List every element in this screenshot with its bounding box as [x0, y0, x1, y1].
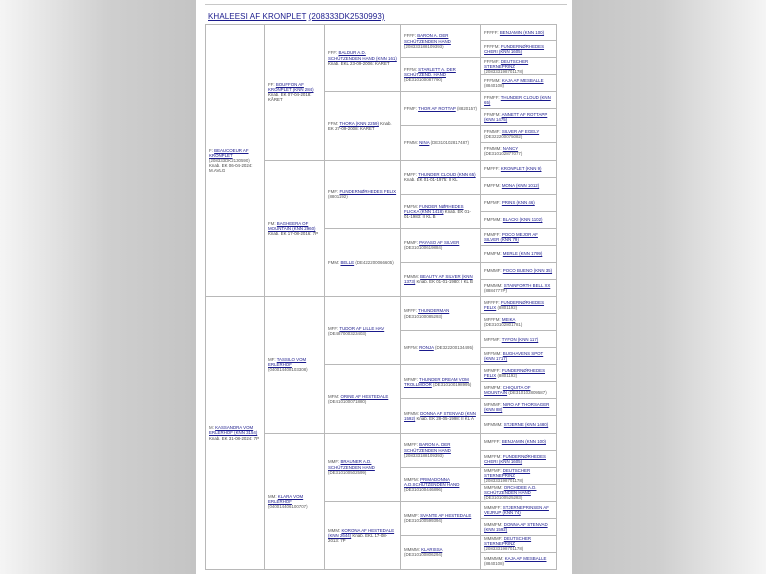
pedigree-cell-mm	[265, 434, 325, 571]
pedigree-cell-m	[205, 297, 265, 570]
ancestor-name-link[interactable]: SVANTE AF HESTEDALE	[420, 513, 472, 519]
pedigree-code: MM:	[268, 493, 277, 499]
pedigree-cell-mfmm	[401, 399, 481, 433]
pedigree-code: F:	[209, 147, 213, 153]
pedigree-code: MMFFF:	[484, 438, 501, 444]
pedigree-code: MMMFM:	[484, 521, 503, 527]
pedigree-code: FM:	[268, 220, 276, 226]
pedigree-cell-content	[484, 300, 553, 310]
pedigree-cell-mfmmm	[481, 416, 557, 433]
registration-number: (DE310100502599)	[328, 469, 367, 475]
pedigree-cell-mff	[325, 297, 401, 365]
pedigree-code: MFMFF:	[484, 368, 501, 374]
pedigree-cell-mmfm	[401, 468, 481, 502]
pedigree-cell-content	[484, 522, 553, 532]
pedigree-code: FMMMF:	[484, 268, 502, 274]
pedigree-cell-fmff	[401, 161, 481, 195]
ancestor-name-link[interactable]: BARON A. DER SCHÜTZENDEN HAND	[404, 442, 451, 453]
pedigree-cell-content	[328, 260, 394, 265]
pedigree-cell-mffff	[481, 297, 557, 314]
pedigree-cell-content	[268, 357, 321, 372]
ancestor-name-link[interactable]: KAJA AF MESBALLE	[501, 78, 544, 84]
pedigree-cell-fffm	[401, 58, 481, 92]
pedigree-cell-content	[209, 425, 261, 440]
pedigree-cell-content	[484, 439, 546, 444]
pedigree-code: FFMMM:	[484, 146, 502, 152]
ancestor-name-link[interactable]: BENJAMIN (KNN 100)	[501, 438, 546, 444]
ancestor-name-link[interactable]: TUDOR AF LILLE HAV	[339, 325, 385, 331]
pedigree-code: MMF:	[328, 459, 340, 465]
pedigree-cell-mmmm	[401, 536, 481, 570]
pedigree-code: FFMMF:	[484, 129, 501, 135]
pedigree-cell-content	[404, 477, 477, 492]
pedigree-code: FMF:	[328, 189, 339, 195]
ancestor-name-link[interactable]: DONNA AF STENVAD (KNN 1592)	[404, 410, 476, 421]
pedigree-code: FFFMM:	[484, 78, 501, 84]
pedigree-cell-ffmf	[401, 92, 481, 126]
pedigree-code: FFFF:	[404, 33, 416, 39]
registration-number: (DE410100071880)	[328, 398, 367, 404]
pedigree-cell-mfmf	[401, 365, 481, 399]
registration-number: (DE310100085293)	[404, 313, 443, 319]
ancestor-name-link[interactable]: CHIQUITA OF MOUNTAIN	[484, 385, 531, 396]
pedigree-cell-mmm	[325, 502, 401, 570]
pedigree-code: MFMMF:	[484, 402, 502, 408]
ancestor-name-link[interactable]: BAGHEERA OF MOUNTAIN (KNN 2960)	[268, 220, 316, 231]
ancestor-name-link[interactable]: BARON A. DER SCHÜTZENDEN HAND	[404, 33, 451, 44]
pedigree-cell-content	[328, 394, 397, 404]
pedigree-code: MFFM:	[404, 345, 418, 351]
ancestor-name-link[interactable]: STJERNEPRINSEN AF VEJRUP (KNN 74)	[484, 504, 549, 515]
pedigree-cell-mmmf	[401, 502, 481, 536]
ancestor-name-link[interactable]: DEUTSCHER STERNEPRINZ	[484, 468, 531, 479]
ancestor-name-link[interactable]: KLARA VOM ERLERHOF	[268, 493, 304, 504]
ancestor-name-link[interactable]: MONA (KNN 1012)	[501, 183, 540, 189]
pedigree-cell-content	[268, 82, 321, 102]
pedigree-cell-fmmfm	[481, 246, 557, 263]
ancestor-name-link[interactable]: BRAUNER A.D. SCHÜTZENDEN HAND	[328, 459, 375, 470]
pedigree-cell-content	[268, 494, 321, 509]
pedigree-code: FMFFF:	[484, 165, 500, 171]
pedigree-cell-content	[484, 146, 553, 156]
ancestor-name-link[interactable]: DONNA AF STENVAD (KNN 1592)	[484, 521, 548, 532]
ancestor-name-link[interactable]: POCO BUENO (KNN 35)	[502, 268, 553, 274]
pedigree-cell-mmf	[325, 434, 401, 502]
pedigree-cell-mmfmm	[481, 485, 557, 502]
ancestor-name-link[interactable]: FUNDERNØRHEDES CHERI (KNN 1605)	[484, 44, 545, 55]
breeding-info: Knab. EK 01-01-1980: I KL B	[416, 279, 473, 285]
pedigree-cell-mffm	[401, 331, 481, 365]
pedigree-cell-fff	[325, 24, 401, 92]
ancestor-name-link[interactable]: NINA	[419, 140, 430, 146]
pedigree-code: MFMFM:	[484, 385, 502, 391]
pedigree-cell-content	[484, 78, 553, 88]
left-backdrop	[0, 0, 196, 574]
pedigree-cell-mffmm	[481, 348, 557, 365]
registration-number: (040014408103308)	[268, 367, 308, 373]
pedigree-cell-ffffm	[481, 41, 557, 58]
pedigree-cell-content	[484, 268, 552, 273]
pedigree-table	[205, 24, 557, 570]
pedigree-cell-content	[404, 377, 477, 387]
registration-number: (208333188109393)	[404, 452, 444, 458]
pedigree-cell-content	[484, 217, 543, 222]
pedigree-code: MFMMM:	[484, 421, 503, 427]
breeding-info: Knab. EK 07-04-2018: KÅRET	[268, 92, 312, 103]
ancestor-name-link[interactable]: THUNDER CLOUD (KNN 65)	[418, 171, 476, 177]
registration-number: (8801192)	[497, 373, 518, 379]
pedigree-cell-fffff	[481, 24, 557, 41]
pedigree-cell-fmmf	[401, 229, 481, 263]
pedigree-cell-mf	[265, 297, 325, 434]
ancestor-name-link[interactable]: BEAUTY AF SILVER (KNN 1373)	[404, 274, 473, 285]
pedigree-cell-content	[404, 345, 473, 350]
pedigree-cell-content	[404, 274, 477, 284]
pedigree-title	[208, 12, 385, 21]
ancestor-name-link[interactable]: KASSANDRA VOM ERLERHOF (KNN 3154)	[209, 425, 258, 436]
pedigree-cell-mfm	[325, 365, 401, 433]
horse-registration: (208333DK2530993)	[308, 12, 385, 21]
right-backdrop	[572, 0, 766, 574]
pedigree-cell-fmfff	[481, 161, 557, 178]
pedigree-cell-content	[404, 67, 477, 82]
pedigree-code: MFFMM:	[484, 351, 502, 357]
pedigree-cell-mmff	[401, 434, 481, 468]
pedigree-cell-fm	[265, 161, 325, 298]
pedigree-code: FFM:	[328, 120, 339, 126]
pedigree-cell-content	[484, 368, 553, 378]
ancestor-name-link[interactable]: BOUFFON AF KRONPLET (KNN 284)	[268, 82, 314, 93]
ancestor-name-link[interactable]: MEIKA	[501, 317, 516, 322]
ancestor-name-link[interactable]: FUNDER NØRHEDES FLICKA (KNN 1418)	[404, 203, 464, 214]
ancestor-name-link[interactable]: MERLE (KNN 1799)	[502, 251, 543, 257]
ancestor-name-link[interactable]: BENJAMIN (KNN 100)	[499, 29, 545, 35]
ancestor-name-link[interactable]: SILVER AF EGELY	[501, 129, 540, 135]
registration-number: (8840108)	[484, 83, 505, 89]
pedigree-cell-fmm	[325, 229, 401, 297]
ancestor-name-link[interactable]: FUNDERNØRHEDES FELIX	[484, 368, 546, 379]
pedigree-cell-ffff	[401, 24, 481, 58]
ancestor-name-link[interactable]: BLACKI (KNN 1102)	[502, 217, 543, 223]
pedigree-cell-content	[484, 337, 538, 342]
ancestor-name-link[interactable]: DEUTSCHER STERNEPRINZ	[484, 536, 532, 547]
pedigree-cell-mfmff	[481, 365, 557, 382]
registration-number: (DE322200075082)	[484, 134, 523, 140]
pedigree-cell-fmfmf	[481, 195, 557, 212]
pedigree-code: FFF:	[328, 50, 338, 56]
breeding-info: Knab. EKL 17-08-2013: 7P	[328, 532, 388, 543]
pedigree-cell-content	[328, 459, 397, 474]
pedigree-code: FMFMM:	[484, 217, 502, 223]
ancestor-name-link[interactable]: ORINE AF HESTEDALE	[340, 393, 389, 399]
pedigree-code: MFF:	[328, 325, 339, 331]
pedigree-code: MFFMF:	[484, 336, 501, 342]
registration-number: (DE310102801781)	[484, 322, 523, 328]
pedigree-cell-fmffm	[481, 178, 557, 195]
ancestor-name-link[interactable]: STARLETT A. DER SCHÜTZEND. HAND	[404, 67, 456, 78]
pedigree-cell-fmmmf	[481, 263, 557, 280]
pedigree-cell-mmmff	[481, 502, 557, 519]
horse-name: KHALEESI AF KRONPLET	[208, 12, 307, 21]
pedigree-cell-content	[484, 485, 553, 500]
pedigree-code: MMM:	[328, 527, 341, 533]
top-divider	[205, 4, 567, 5]
pedigree-cell-content	[328, 121, 397, 131]
breeding-info: Knab. EKL 23-09-2006: KÅRET	[328, 60, 390, 66]
pedigree-cell-content	[404, 33, 477, 48]
pedigree-cell-content	[484, 351, 553, 361]
ancestor-name-link[interactable]: PRINS (KNN 46)	[501, 200, 535, 206]
pedigree-cell-content	[484, 59, 553, 74]
pedigree-cell-mffmf	[481, 331, 557, 348]
registration-number: (208333DK2130590)	[209, 157, 250, 163]
pedigree-code: MFMF:	[404, 376, 418, 382]
pedigree-cell-ffmmf	[481, 126, 557, 143]
pedigree-cell-fmfmm	[481, 212, 557, 229]
pedigree-code: FMM:	[328, 259, 340, 265]
ancestor-name-link[interactable]: POCO MEJOR AF SILVER (KNN 79)	[484, 231, 538, 242]
pedigree-code: FMFF:	[404, 171, 417, 177]
registration-number: (208333198701178)	[484, 478, 524, 484]
pedigree-code: FMMM:	[404, 274, 419, 280]
pedigree-code: FFMF:	[404, 106, 417, 112]
ancestor-name-link[interactable]: THORA (KNN 2259)	[339, 120, 379, 126]
registration-number: (DE310100198995)	[433, 381, 472, 387]
ancestor-name-link[interactable]: STJERNE (KNN 1480)	[503, 421, 549, 427]
pedigree-cell-content	[484, 556, 553, 566]
registration-number: (8884777P)	[484, 287, 507, 293]
pedigree-cell-content	[484, 95, 553, 105]
pedigree-cell-content	[484, 166, 542, 171]
registration-number: (DE487000323403)	[328, 330, 367, 336]
pedigree-cell-content	[484, 183, 539, 188]
breeding-info: Knab. EK 27-09-2008: KÅRET	[328, 120, 392, 131]
registration-number: (8820157)	[456, 106, 477, 112]
ancestor-name-link[interactable]: BALDUR A.D. SCHÜTZENDEN HAND (KNN 161)	[328, 50, 397, 61]
pedigree-cell-content	[484, 200, 535, 205]
ancestor-name-link[interactable]: THOR AF ROTTAP	[418, 106, 456, 112]
ancestor-name-link[interactable]: PAYASO AF SILVER	[419, 240, 460, 246]
pedigree-cell-fffmm	[481, 75, 557, 92]
pedigree-cell-content	[404, 106, 477, 111]
pedigree-cell-content	[484, 317, 553, 327]
pedigree-cell-content	[484, 283, 553, 293]
pedigree-cell-content	[484, 30, 544, 35]
ancestor-name-link[interactable]: TYFON (KNN 117)	[501, 336, 539, 342]
pedigree-code: MFMM:	[404, 410, 419, 416]
pedigree-cell-ffmmm	[481, 143, 557, 160]
pedigree-cell-content	[484, 468, 553, 483]
registration-number: (8840108)	[484, 560, 505, 566]
breeding-info: Knab. EK 28-05-1998: II KL A	[416, 415, 474, 421]
pedigree-cell-content	[328, 189, 397, 199]
pedigree-code: FFMM:	[404, 140, 418, 146]
pedigree-cell-mmmmm	[481, 553, 557, 570]
pedigree-cell-fffmf	[481, 58, 557, 75]
pedigree-code: MFFFM:	[484, 317, 501, 322]
registration-number: (040014406100707)	[268, 503, 308, 509]
pedigree-code: FF:	[268, 82, 275, 88]
ancestor-name-link[interactable]: STAINFORTH BELL XX	[503, 282, 551, 288]
pedigree-cell-content	[484, 232, 553, 242]
pedigree-cell-f	[205, 24, 265, 297]
registration-number: (DE310102809587)	[508, 390, 547, 396]
pedigree-code: M:	[209, 425, 214, 431]
pedigree-code: MMFF:	[404, 442, 418, 448]
pedigree-code: FFFFM:	[484, 44, 500, 49]
pedigree-cell-content	[404, 204, 477, 219]
pedigree-cell-content	[328, 50, 397, 65]
pedigree-cell-fmmm	[401, 263, 481, 297]
ancestor-name-link[interactable]: KRONPLET (KNN 9)	[500, 165, 542, 171]
pedigree-code: MMMMM:	[484, 555, 504, 561]
pedigree-code: MMFM:	[404, 476, 419, 482]
pedigree-cell-mmfff	[481, 434, 557, 451]
registration-number: (DE310100806294)	[404, 552, 443, 558]
registration-number: (DE310100619884)	[404, 245, 443, 251]
ancestor-name-link[interactable]: KORONA AF HESTEDALE (KNN 2644)	[328, 527, 395, 538]
pedigree-cell-ffm	[325, 92, 401, 160]
pedigree-cell-mfmmf	[481, 399, 557, 416]
registration-number: (DE322200134495)	[435, 345, 474, 351]
pedigree-code: MMFMM:	[484, 485, 503, 491]
pedigree-cell-content	[484, 251, 542, 256]
ancestor-name-link[interactable]: DEUTSCHER STERNEPRINZ	[484, 58, 529, 69]
ancestor-name-link[interactable]: FUNDERNØRHEDES FELIX	[484, 299, 545, 311]
pedigree-cell-ff	[265, 24, 325, 161]
pedigree-code: MFFFF:	[484, 299, 500, 305]
ancestor-name-link[interactable]: FUNDERNØRHEDES FELIX	[339, 189, 397, 195]
pedigree-code: FFFFF:	[484, 29, 499, 35]
pedigree-cell-content	[484, 505, 553, 515]
registration-number: (DE422200066605)	[355, 259, 394, 265]
pedigree-cell-content	[268, 221, 321, 236]
pedigree-code: FFFMF:	[484, 58, 500, 64]
pedigree-code: MMFMF:	[484, 468, 502, 474]
pedigree-cell-ffmm	[401, 126, 481, 160]
registration-number: (DE310100525283)	[484, 495, 523, 501]
pedigree-code: FFFM:	[404, 67, 417, 73]
pedigree-cell-mmfmf	[481, 468, 557, 485]
ancestor-name-link[interactable]: PRIMADONNA A.D.SCHÜTZENDEN HAND	[404, 476, 460, 487]
breeding-info: Knab. EK 01-01-1975: II KL	[404, 177, 458, 183]
pedigree-code: MFM:	[328, 393, 340, 399]
pedigree-code: MMMFF:	[484, 504, 502, 510]
pedigree-cell-mmmfm	[481, 519, 557, 536]
ancestor-name-link[interactable]: THUNDER CLOUD (KNN 65)	[484, 95, 551, 106]
pedigree-cell-fmmff	[481, 229, 557, 246]
pedigree-code: MFFF:	[404, 308, 417, 314]
pedigree-cell-content	[404, 140, 469, 145]
pedigree-code: FMFFM:	[484, 183, 501, 189]
ancestor-name-link[interactable]: ORCHIDEE A.D. SCHÜTZENDEN HAND	[484, 485, 537, 496]
pedigree-code: FMMF:	[404, 240, 418, 246]
pedigree-cell-content	[328, 326, 397, 336]
ancestor-name-link[interactable]: TASSILO VOM ERLERHOF	[268, 357, 307, 368]
pedigree-cell-content	[484, 454, 553, 464]
ancestor-name-link[interactable]: THUNDER DREAM VOM TROLLMOOR	[404, 376, 469, 387]
pedigree-cell-content	[404, 547, 477, 557]
pedigree-cell-content	[404, 411, 477, 421]
pedigree-cell-content	[404, 308, 477, 318]
ancestor-name-link[interactable]: NIRO AF THORSAGER (KNN 88)	[484, 402, 550, 413]
pedigree-code: FFMFM:	[484, 112, 501, 118]
pedigree-cell-content	[484, 385, 553, 395]
pedigree-code: MMMM:	[404, 547, 420, 553]
ancestor-name-link[interactable]: NANCY	[502, 146, 519, 152]
registration-number: (DE310102817487)	[430, 140, 469, 146]
breeding-info: Knab. EK 06-04-2024: M.AVLG	[209, 163, 253, 174]
ancestor-name-link[interactable]: RONJA	[419, 345, 434, 351]
ancestor-name-link[interactable]: THUNDERMAN	[418, 308, 450, 314]
pedigree-cell-mfmfm	[481, 382, 557, 399]
pedigree-cell-fmmmm	[481, 280, 557, 297]
ancestor-name-link[interactable]: KAJA AF MESBALLE	[504, 555, 547, 561]
pedigree-code: MMMMF:	[484, 536, 503, 542]
ancestor-name-link[interactable]: BEAUCOEUR AF KRONPLET	[209, 147, 249, 158]
pedigree-code: FMMMM:	[484, 282, 503, 288]
pedigree-cell-content	[404, 172, 477, 182]
registration-number: (DE310102877077)	[484, 151, 523, 157]
pedigree-cell-mfffm	[481, 314, 557, 331]
pedigree-cell-content	[484, 536, 553, 551]
ancestor-name-link[interactable]: ANNETT AF ROTTAPP (KNN 1475)	[484, 112, 548, 123]
pedigree-code: MF:	[268, 357, 276, 363]
pedigree-cell-content	[404, 240, 477, 250]
pedigree-code: FMMFF:	[484, 231, 501, 237]
pedigree-code: FMMFM:	[484, 251, 502, 257]
registration-number: (208333198701178)	[484, 546, 524, 552]
registration-number: (DE310100087790)	[404, 77, 443, 83]
pedigree-cell-content	[484, 129, 553, 139]
pedigree-code: FMFMF:	[484, 200, 501, 206]
pedigree-code: FMFM:	[404, 203, 418, 209]
pedigree-cell-content	[484, 422, 548, 427]
ancestor-name-link[interactable]: KLARISSA	[421, 547, 443, 553]
pedigree-cell-mmmmf	[481, 536, 557, 553]
pedigree-cell-ffmfm	[481, 109, 557, 126]
pedigree-cell-mmffm	[481, 451, 557, 468]
pedigree-cell-content	[209, 148, 261, 173]
breeding-info: Knab. EK 17-08-2016: 7P	[268, 230, 319, 236]
ancestor-name-link[interactable]: BUGHAVENS SPOT (KNN 1717)	[484, 351, 544, 362]
breeding-info: Knab. EK 31-08-2024: 7P	[209, 435, 260, 441]
registration-number: (8801192)	[328, 194, 348, 200]
breeding-info: Knab. EK 01-01-1983: II KL B	[404, 208, 471, 219]
registration-number: (208333198701178)	[484, 68, 524, 74]
ancestor-name-link[interactable]: FUNDERNØRHEDES CHERI (KNN 1605)	[484, 453, 546, 464]
pedigree-cell-content	[484, 402, 553, 412]
registration-number: (8801192)	[497, 305, 518, 311]
pedigree-code: MMMF:	[404, 513, 419, 519]
pedigree-cell-fmfm	[401, 195, 481, 229]
pedigree-code: MMFFM:	[484, 453, 502, 459]
ancestor-name-link[interactable]: BELLE	[340, 259, 355, 265]
registration-number: (DE310100599394)	[404, 518, 443, 524]
pedigree-cell-ffmff	[481, 92, 557, 109]
registration-number: (DE310100446896)	[404, 486, 443, 492]
pedigree-cell-content	[328, 528, 397, 543]
pedigree-cell-fmf	[325, 161, 401, 229]
pedigree-cell-content	[404, 513, 477, 523]
pedigree-cell-content	[404, 442, 477, 457]
pedigree-cell-mfff	[401, 297, 481, 331]
pedigree-cell-content	[484, 112, 553, 122]
pedigree-cell-content	[484, 44, 553, 54]
registration-number: (208333188109393)	[404, 43, 444, 49]
pedigree-code: FFMFF:	[484, 95, 500, 101]
